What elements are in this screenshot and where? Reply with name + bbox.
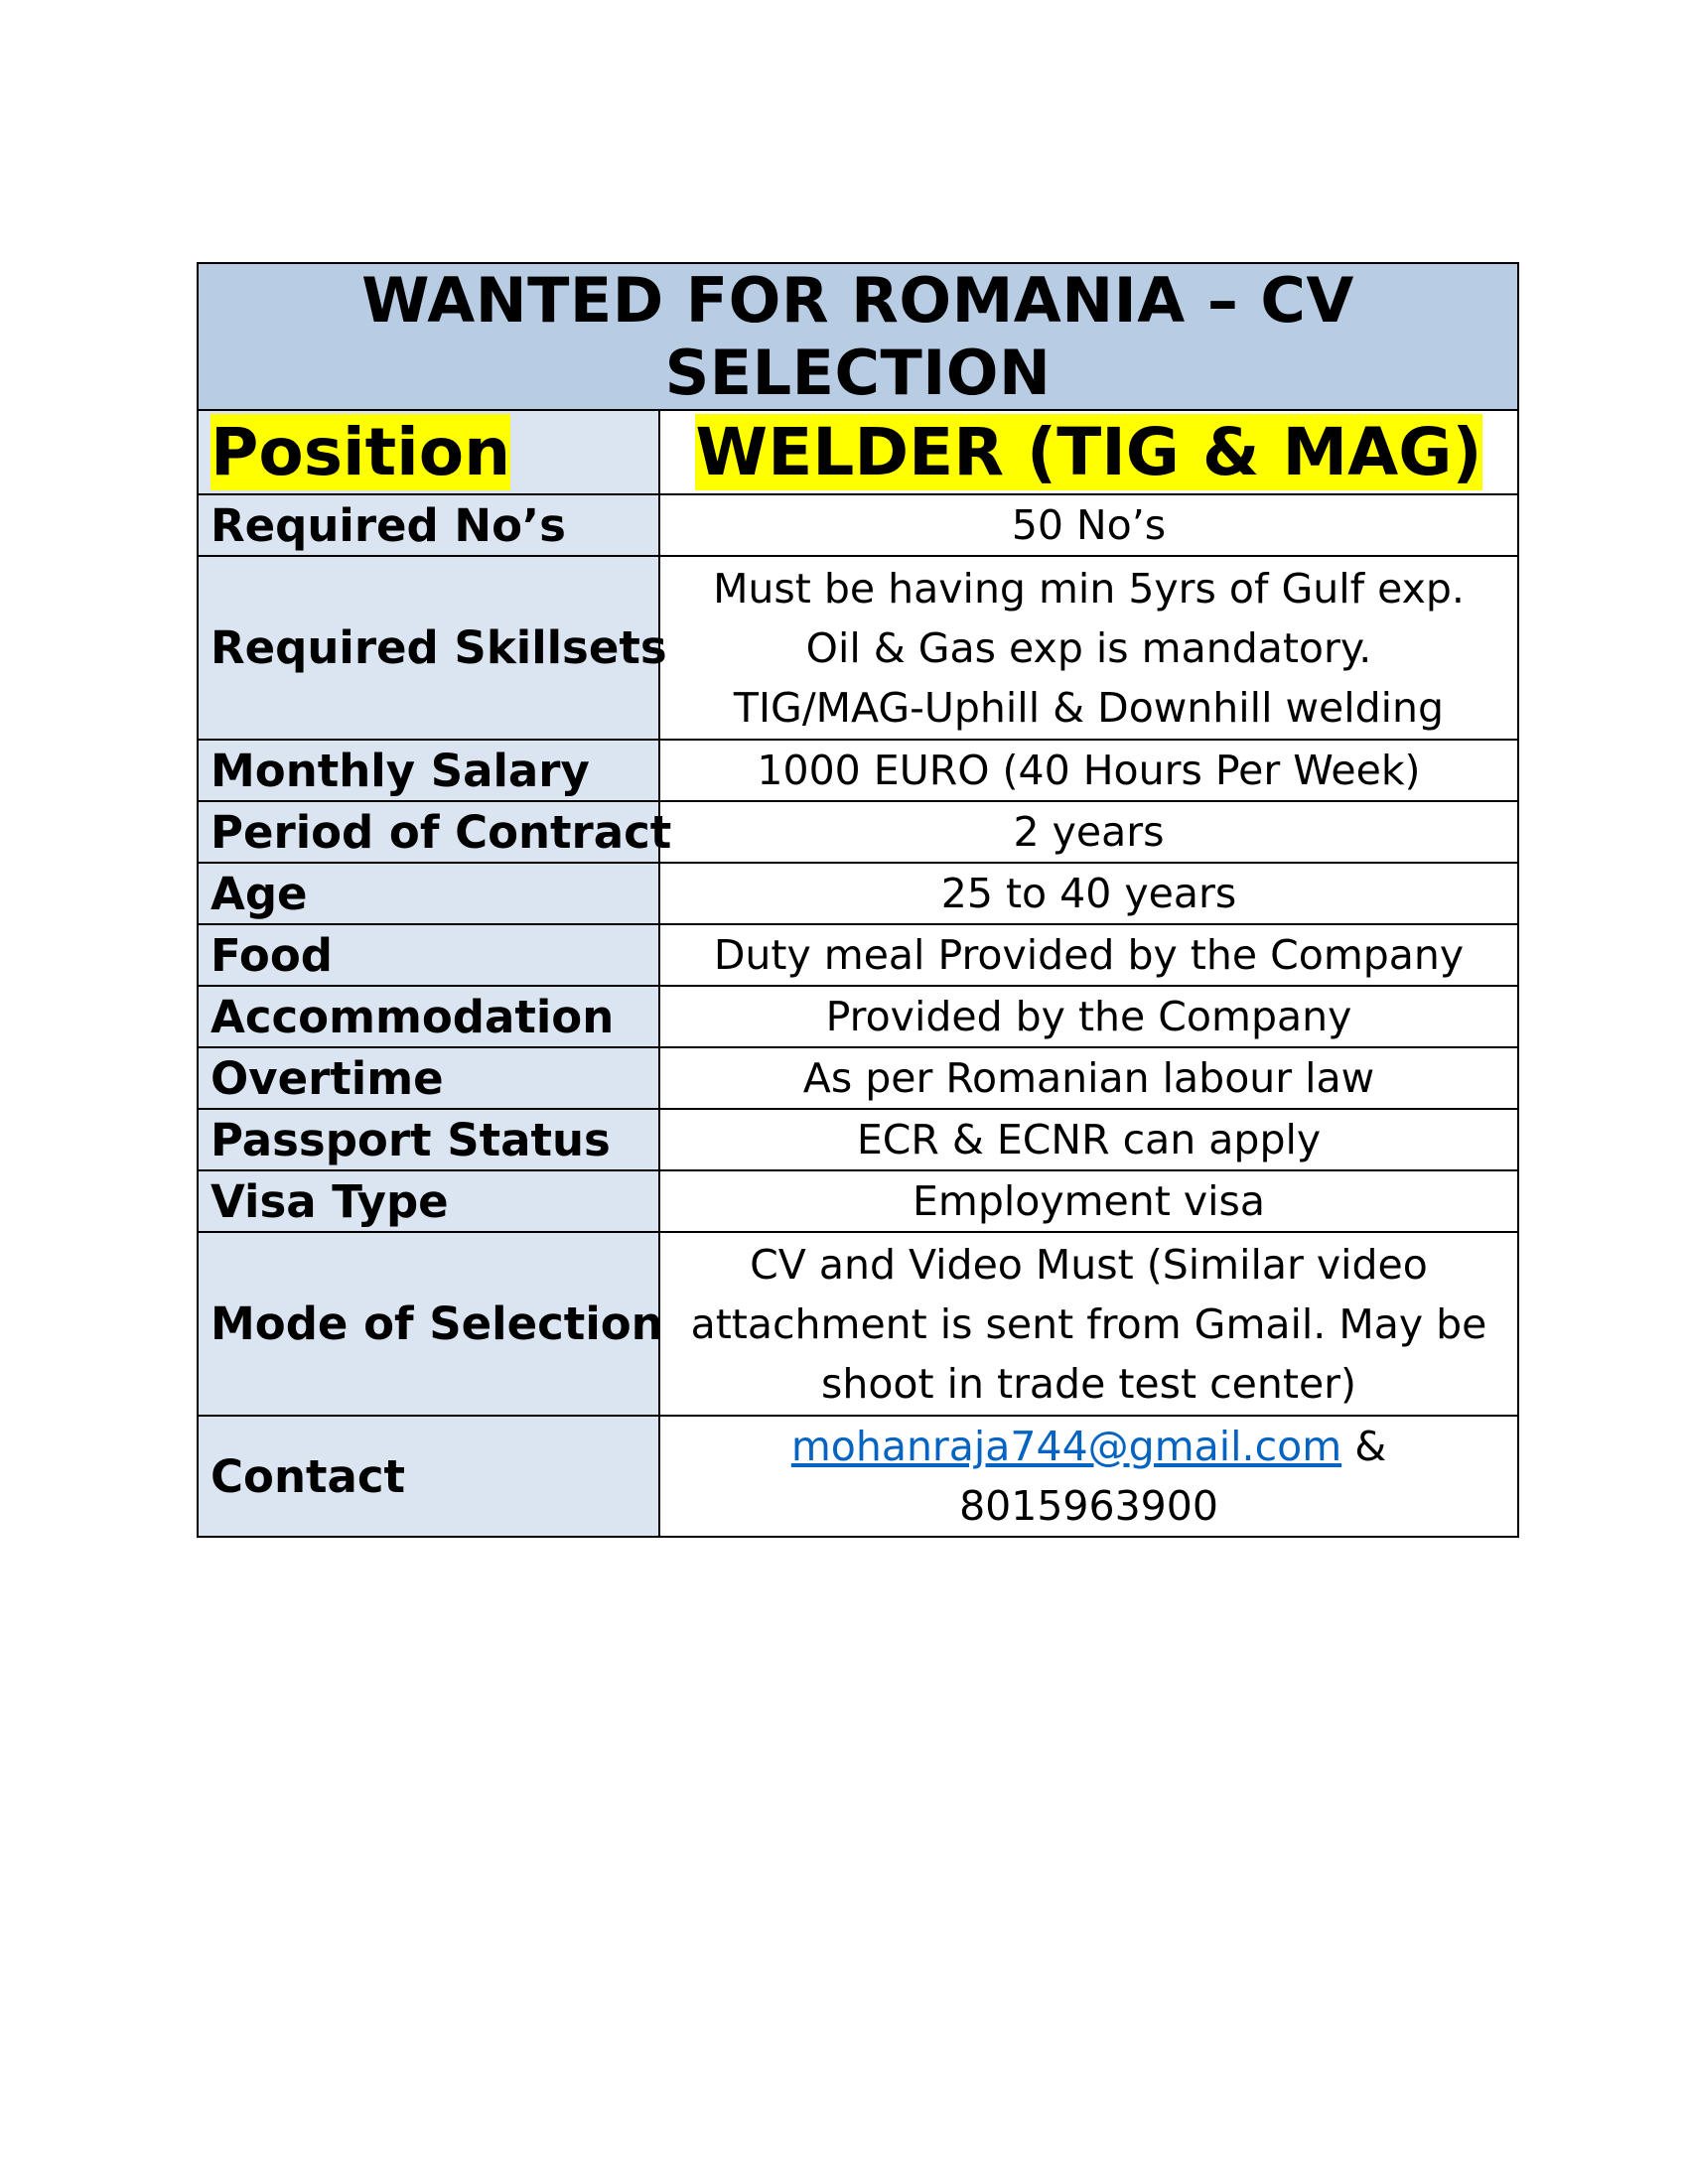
skillsets-line: Must be having min 5yrs of Gulf exp. xyxy=(713,564,1465,613)
passport-value: ECR & ECNR can apply xyxy=(659,1109,1518,1170)
selection-value xyxy=(659,1232,1518,1416)
contract-value: 2 years xyxy=(659,801,1518,863)
skillsets-value xyxy=(659,556,1518,740)
required-nos-label: Required No’s xyxy=(198,494,659,556)
passport-label: Passport Status xyxy=(198,1109,659,1170)
salary-label: Monthly Salary xyxy=(198,740,659,801)
contact-label: Contact xyxy=(198,1416,659,1537)
skillsets-line: TIG/MAG-Uphill & Downhill welding xyxy=(733,683,1445,732)
contact-value xyxy=(659,1416,1518,1537)
required-nos-value: 50 No’s xyxy=(659,494,1518,556)
selection-line: shoot in trade test center) xyxy=(820,1359,1357,1408)
position-value: WELDER (TIG & MAG) xyxy=(695,414,1482,490)
visa-value: Employment visa xyxy=(659,1170,1518,1232)
food-value: Duty meal Provided by the Company xyxy=(659,924,1518,986)
age-label: Age xyxy=(198,863,659,924)
contact-separator: & xyxy=(1354,1423,1387,1470)
age-value: 25 to 40 years xyxy=(659,863,1518,924)
selection-line: CV and Video Must (Similar video xyxy=(750,1240,1428,1289)
contact-email-link[interactable]: mohanraja744@gmail.com xyxy=(790,1423,1342,1470)
visa-label: Visa Type xyxy=(198,1170,659,1232)
accommodation-label: Accommodation xyxy=(198,986,659,1047)
salary-value: 1000 EURO (40 Hours Per Week) xyxy=(659,740,1518,801)
job-details-table xyxy=(197,262,1519,1538)
selection-line: attachment is sent from Gmail. May be xyxy=(690,1299,1487,1348)
page-title: WANTED FOR ROMANIA – CV SELECTION xyxy=(198,263,1518,410)
contact-phone: 8015963900 xyxy=(959,1482,1218,1530)
selection-label: Mode of Selection xyxy=(198,1232,659,1416)
position-value-cell xyxy=(659,410,1518,494)
skillsets-line: Oil & Gas exp is mandatory. xyxy=(805,623,1372,672)
overtime-value: As per Romanian labour law xyxy=(659,1047,1518,1109)
contract-label: Period of Contract xyxy=(198,801,659,863)
skillsets-label: Required Skillsets xyxy=(198,556,659,740)
position-label-cell xyxy=(198,410,659,494)
position-label: Position xyxy=(211,414,511,490)
food-label: Food xyxy=(198,924,659,986)
accommodation-value: Provided by the Company xyxy=(659,986,1518,1047)
overtime-label: Overtime xyxy=(198,1047,659,1109)
